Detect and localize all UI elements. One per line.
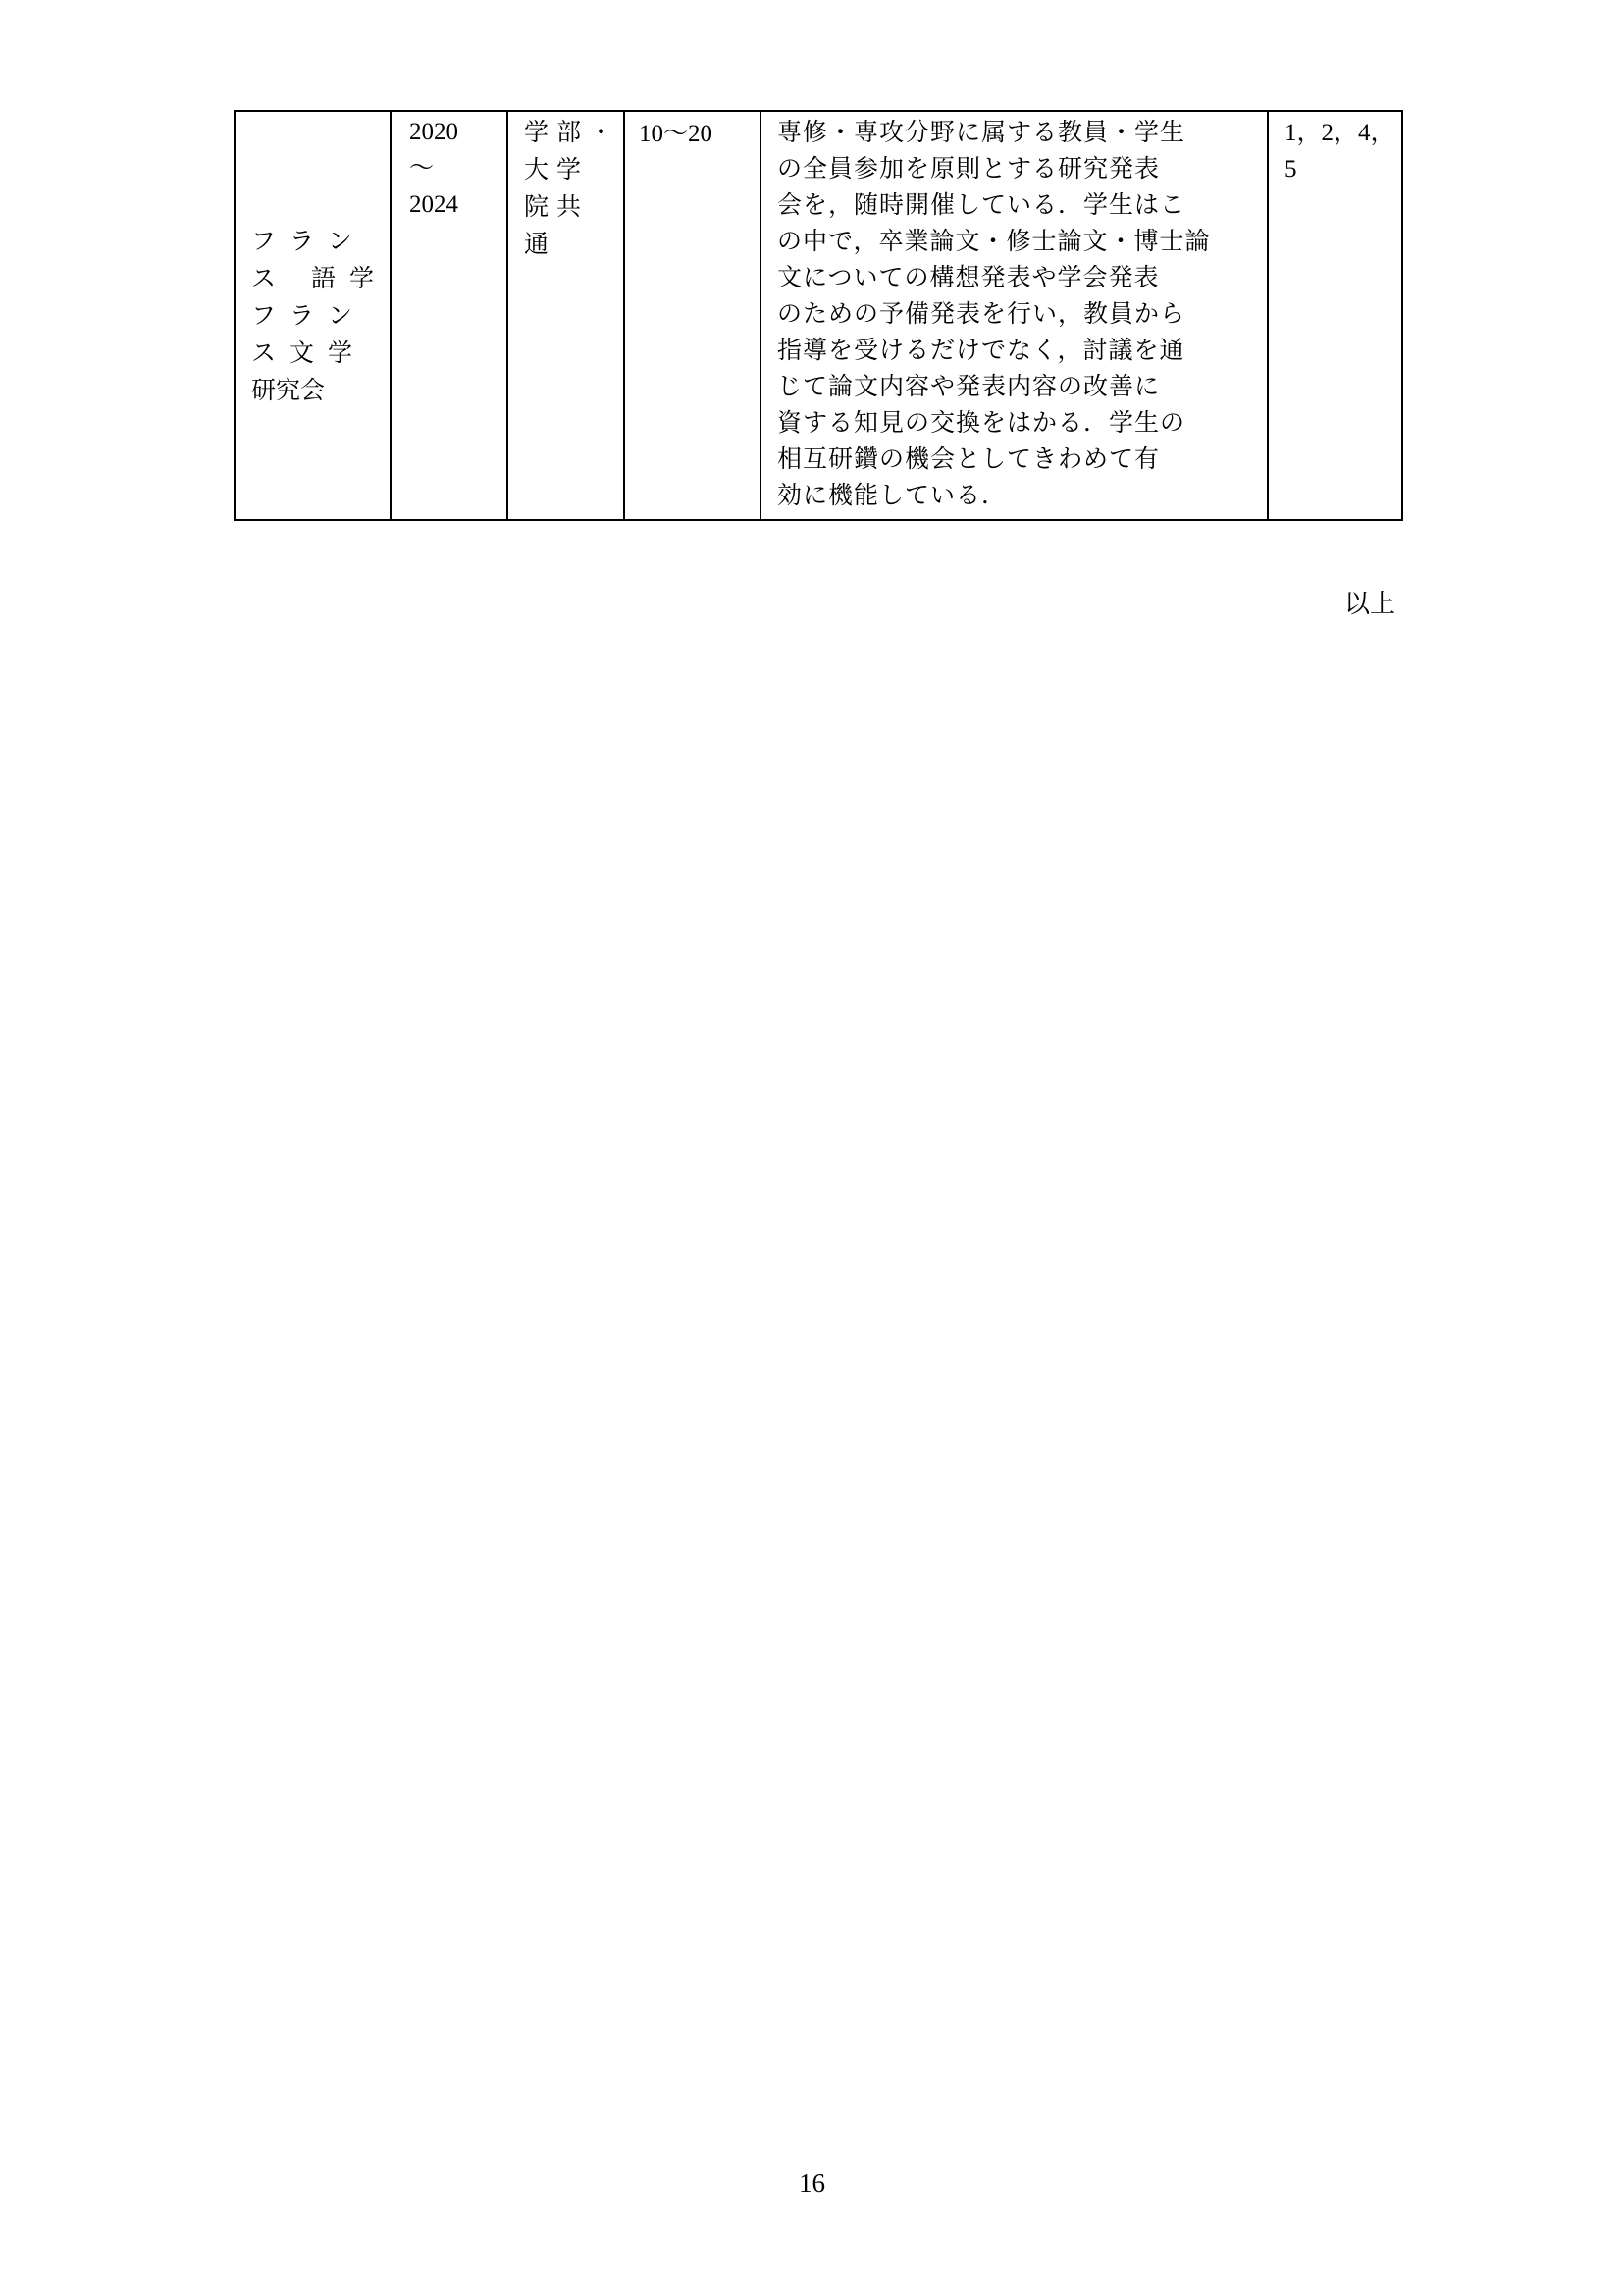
description-line: 文についての構想発表や学会発表 (777, 263, 1160, 291)
table-row (235, 111, 1402, 520)
description-line: 指導を受けるだけでなく，討議を通 (777, 336, 1185, 364)
target-cell (507, 111, 624, 520)
activity-name-line: 研究会 (251, 375, 326, 404)
description-line: のための予備発表を行い，教員から (777, 299, 1186, 328)
target-line: 学部・ (524, 118, 622, 146)
description-line: 効に機能している． (777, 481, 1008, 509)
description-line: の中で，卒業論文・修士論文・博士論 (777, 227, 1211, 255)
description-line: 資する知見の交換をはかる．学生の (777, 408, 1186, 437)
activity-name-line: ス文学 (251, 338, 367, 367)
description-line: の全員参加を原則とする研究発表 (777, 154, 1161, 183)
description-line: 専修・専攻分野に属する教員・学生 (777, 118, 1186, 146)
target-line: 大学 (524, 155, 590, 183)
activity-name-line: フラン (251, 226, 367, 255)
target-line: 院共 (524, 192, 590, 221)
participant-count-cell: 10〜20 (624, 111, 760, 520)
description-cell (760, 111, 1268, 520)
description-line: 会を，随時開催している．学生はこ (777, 190, 1186, 219)
activity-name-cell (235, 111, 391, 520)
activity-name-line: フラン (251, 300, 367, 330)
research-activity-table (234, 110, 1403, 521)
description-line: じて論文内容や発表内容の改善に (777, 372, 1161, 400)
description-line: 相互研鑽の機会としてきわめて有 (777, 444, 1161, 473)
reference-cell: 1，2，4，5 (1268, 111, 1402, 520)
period-cell (391, 111, 507, 520)
period-start: 2020 (409, 119, 458, 145)
target-line: 通 (524, 230, 557, 258)
page-number: 16 (799, 2168, 825, 2198)
closing-mark: 以上 (1344, 590, 1396, 619)
period-end: 2024 (409, 191, 458, 218)
period-separator: 〜 (409, 155, 435, 182)
activity-name-line: ス 語学 (251, 263, 388, 292)
